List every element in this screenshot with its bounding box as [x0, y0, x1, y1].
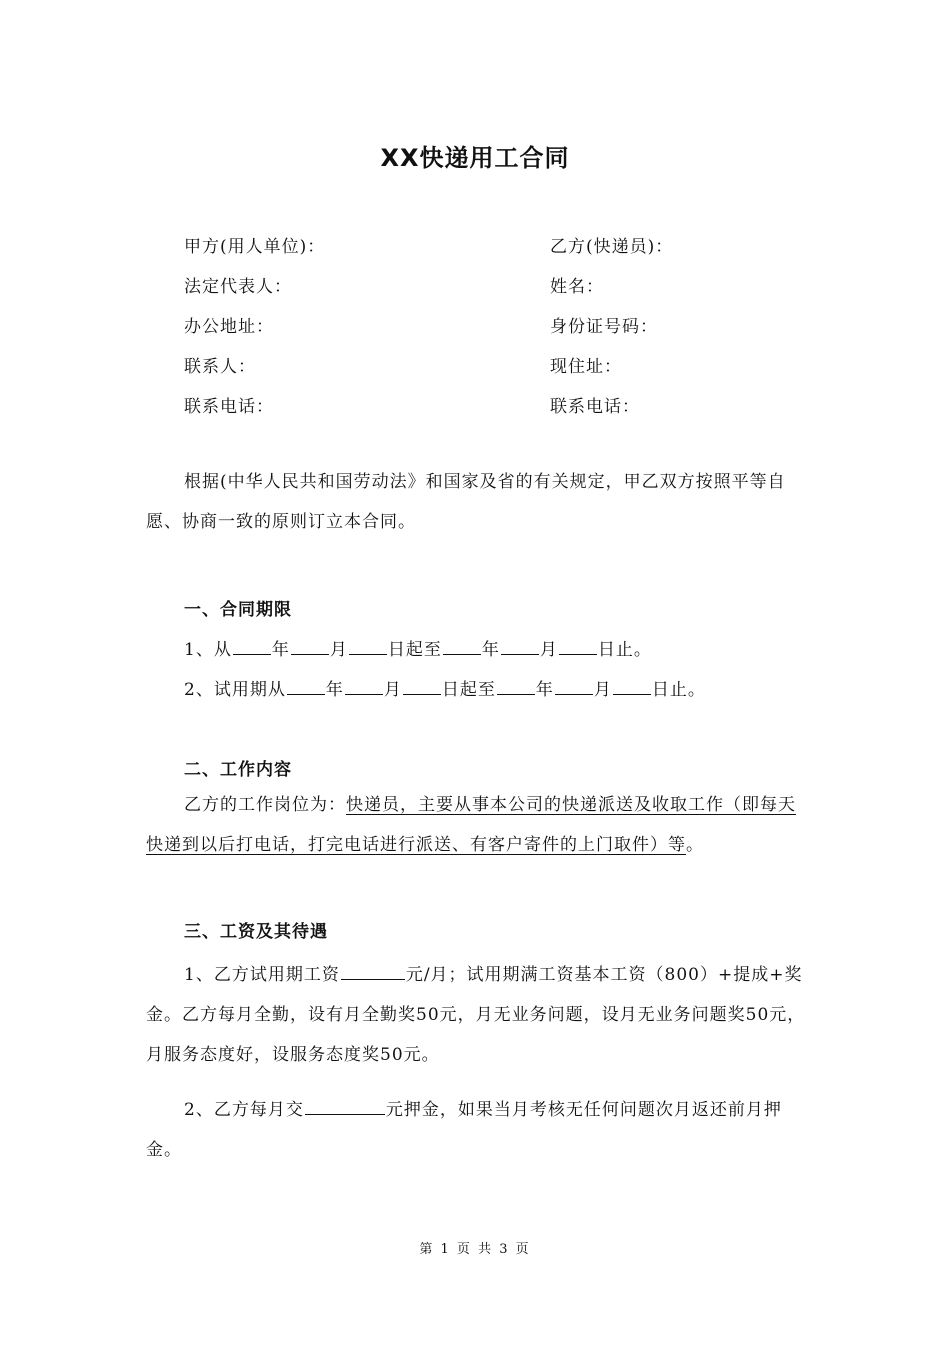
term-day-2: 日止。	[597, 640, 652, 660]
work-content-paragraph	[146, 785, 808, 865]
term-prefix: 1、从	[184, 640, 232, 660]
deposit-details: 元押金，如果当月考核无任何问题次月返还前月押金。	[146, 1100, 782, 1160]
blank-field	[341, 963, 405, 980]
blank-field	[443, 638, 481, 655]
probation-day-1: 日起至	[441, 680, 496, 700]
term-year-1: 年	[271, 640, 290, 660]
blank-field	[613, 678, 651, 695]
blank-field	[233, 638, 271, 655]
party-b-address: 现住址：	[550, 357, 622, 377]
party-b-courier: 乙方(快递员)：	[550, 237, 674, 257]
blank-field	[555, 678, 593, 695]
probation-day-2: 日止。	[651, 680, 706, 700]
party-a-employer: 甲方(用人单位)：	[184, 237, 326, 257]
party-a-legal-rep: 法定代表人：	[184, 277, 292, 297]
blank-field	[559, 638, 597, 655]
blank-field	[501, 638, 539, 655]
contract-term-line	[184, 635, 652, 660]
blank-field	[305, 1098, 385, 1115]
party-b-id-number: 身份证号码：	[550, 317, 658, 337]
blank-field	[497, 678, 535, 695]
party-b-name: 姓名：	[550, 277, 604, 297]
probation-term-line	[184, 675, 706, 700]
salary-paragraph	[146, 955, 808, 1075]
work-content-tail: 。	[686, 835, 704, 855]
term-year-2: 年	[481, 640, 500, 660]
term-day-1: 日起至	[387, 640, 442, 660]
document-title: XX快递用工合同	[380, 144, 570, 172]
party-a-phone: 联系电话：	[184, 397, 274, 417]
party-a-contact-person: 联系人：	[184, 357, 256, 377]
blank-field	[291, 638, 329, 655]
work-content-lead: 乙方的工作岗位为：	[184, 795, 346, 815]
blank-field	[287, 678, 325, 695]
party-b-phone: 联系电话：	[550, 397, 640, 417]
probation-year-2: 年	[535, 680, 554, 700]
blank-field	[345, 678, 383, 695]
section-3-heading: 三、工资及其待遇	[184, 922, 328, 942]
intro-paragraph: 根据(中华人民共和国劳动法》和国家及省的有关规定，甲乙双方按照平等自愿、协商一致的原则订立本合同。	[146, 472, 786, 532]
section-1-heading: 一、合同期限	[184, 600, 292, 620]
probation-prefix: 2、试用期从	[184, 680, 286, 700]
probation-month-1: 月	[383, 680, 402, 700]
section-2-heading: 二、工作内容	[184, 760, 292, 780]
term-month-1: 月	[329, 640, 348, 660]
salary-lead: 1、乙方试用期工资	[184, 965, 340, 985]
blank-field	[403, 678, 441, 695]
probation-year-1: 年	[325, 680, 344, 700]
salary-details: 元/月；试用期满工资基本工资（800）+提成+奖金。乙方每月全勤，设有月全勤奖50元，月无业务问题，设月无业务问题奖50元，月服务态度好，设服务态度奖50元。	[146, 965, 806, 1065]
party-a-office-address: 办公地址：	[184, 317, 274, 337]
blank-field	[349, 638, 387, 655]
term-month-2: 月	[539, 640, 558, 660]
page-number: 第 1 页 共 3 页	[419, 1242, 531, 1257]
probation-month-2: 月	[593, 680, 612, 700]
work-content-description: 快递员，主要从事本公司的快递派送及收取工作（即每天快递到以后打电话，打完电话进行派送、有客户寄件的上门取件）等	[146, 795, 796, 855]
deposit-paragraph	[146, 1090, 808, 1170]
deposit-lead: 2、乙方每月交	[184, 1100, 304, 1120]
